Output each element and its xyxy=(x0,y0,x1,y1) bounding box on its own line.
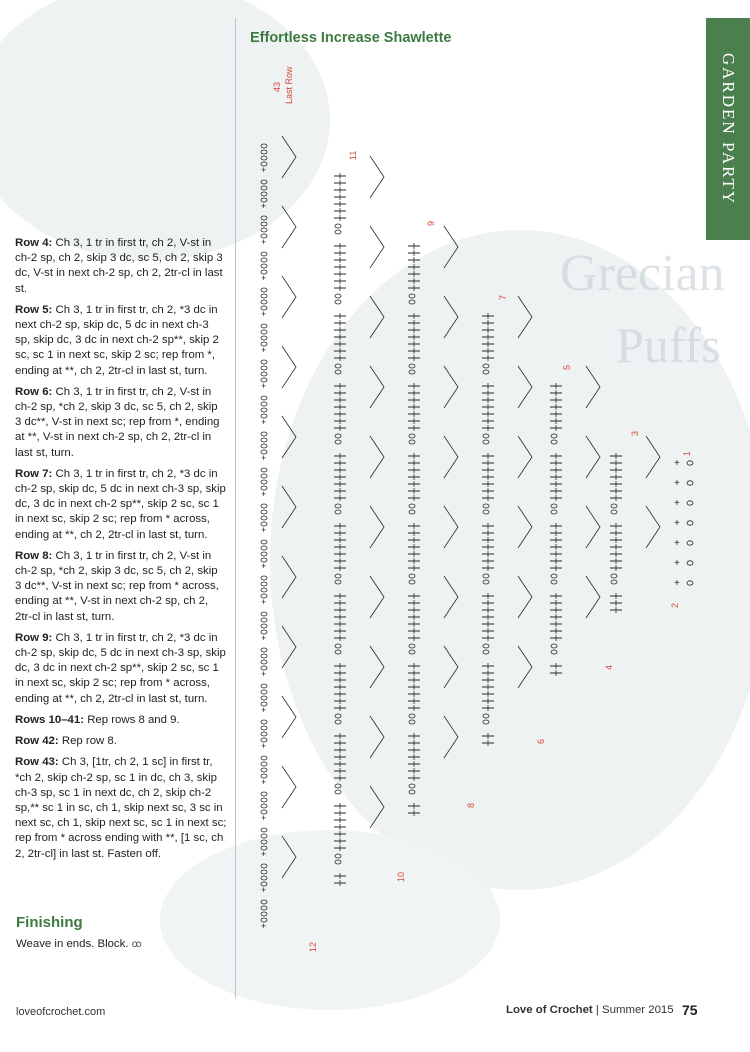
row-label-7: 7 xyxy=(498,294,508,300)
chain-stitch xyxy=(551,504,557,508)
chain-stitch xyxy=(611,510,617,514)
chain-stitch xyxy=(551,644,557,648)
v-stitch-mark xyxy=(370,576,384,618)
chain-stitch xyxy=(261,228,267,232)
column-divider xyxy=(235,18,236,998)
v-stitch-mark xyxy=(282,276,296,318)
v-stitch-mark xyxy=(518,506,532,548)
section-tab-label: GARDEN PARTY xyxy=(719,52,738,206)
chain-stitch xyxy=(261,804,267,808)
chain-stitch xyxy=(335,434,341,438)
stitch-mark: + xyxy=(261,381,267,391)
chain-stitch xyxy=(261,222,267,226)
v-stitch-mark xyxy=(444,576,458,618)
chain-stitch xyxy=(261,906,267,910)
chain-stitch xyxy=(335,574,341,578)
chain-stitch xyxy=(261,438,267,442)
v-stitch-mark xyxy=(370,436,384,478)
chain-stitch xyxy=(483,370,489,374)
chain-stitch xyxy=(335,440,341,444)
chain-stitch xyxy=(261,900,267,904)
pattern-row xyxy=(15,303,227,379)
stitch-mark: + xyxy=(261,705,267,715)
chain-stitch xyxy=(335,300,341,304)
row-text: Rep row 8. xyxy=(61,735,117,748)
pattern-row xyxy=(15,755,227,861)
stitch-mark: + xyxy=(674,458,680,469)
stitch-mark: + xyxy=(674,478,680,489)
v-stitch-mark xyxy=(370,226,384,268)
row-text: Ch 3, [1tr, ch 2, 1 sc] in first tr, *ch 2, skip ch-2 sp, sc 1 in dc, ch 3, skip ch-3 sp, sc 1 in next dc, ch 2, skip ch-2 sp,** sc 1 in sc, ch 1, skip next sc, 3 sc in next sc, ch 1, skip next sc, sc 1 in next sc; rep from * across ending with **, [1 sc, ch 2, 2tr-cl] in last st. Fasten off. xyxy=(15,756,227,860)
v-stitch-mark xyxy=(282,416,296,458)
chain-stitch xyxy=(261,150,267,154)
stitch-mark: + xyxy=(674,578,680,589)
chain-stitch xyxy=(261,324,267,328)
v-stitch-mark xyxy=(282,206,296,248)
row-label-11: 11 xyxy=(348,150,358,160)
chain-stitch xyxy=(261,330,267,334)
chain-stitch xyxy=(261,690,267,694)
chain-stitch xyxy=(335,230,341,234)
chain-stitch xyxy=(261,696,267,700)
v-stitch-mark xyxy=(586,576,600,618)
stitch-mark: + xyxy=(261,597,267,607)
stitch-mark: + xyxy=(261,669,267,679)
chain-stitch xyxy=(261,612,267,616)
finishing-text: Weave in ends. Block. xyxy=(16,938,129,950)
v-stitch-mark xyxy=(370,156,384,198)
row-label-12: 12 xyxy=(308,941,318,952)
footer-publication xyxy=(506,1004,674,1016)
chain-stitch xyxy=(261,864,267,868)
crochet-chart xyxy=(238,56,706,986)
page-number: 75 xyxy=(682,1002,698,1018)
chain-stitch xyxy=(261,402,267,406)
v-stitch-mark xyxy=(370,366,384,408)
chain-stitch xyxy=(335,720,341,724)
chain-stitch xyxy=(611,580,617,584)
chain-stitch xyxy=(409,650,415,654)
v-stitch-mark xyxy=(444,646,458,688)
stitch-mark: + xyxy=(261,489,267,499)
footer-separator: | xyxy=(595,1004,599,1016)
chain-stitch xyxy=(261,768,267,772)
finishing-heading: Finishing xyxy=(16,914,83,931)
chain-stitch xyxy=(551,650,557,654)
chain-stitch xyxy=(261,258,267,262)
chain-stitch xyxy=(261,840,267,844)
stitch-mark: + xyxy=(261,165,267,175)
chain-stitch xyxy=(551,580,557,584)
chain-stitch xyxy=(335,294,341,298)
row-label-9: 9 xyxy=(426,220,436,226)
v-stitch-mark xyxy=(282,766,296,808)
chain-stitch xyxy=(261,576,267,580)
row-label-4: 4 xyxy=(604,664,614,670)
v-stitch-mark xyxy=(518,646,532,688)
chain-stitch xyxy=(409,440,415,444)
chain-stitch xyxy=(261,216,267,220)
chain-stitch xyxy=(261,180,267,184)
chain-stitch xyxy=(261,288,267,292)
row-label: Row 6: xyxy=(15,385,53,398)
row-label-1: 1 xyxy=(682,450,692,456)
chain-stitch xyxy=(261,510,267,514)
pattern-row xyxy=(15,549,227,625)
chain-stitch xyxy=(261,648,267,652)
row-label-last-row: Last Row xyxy=(284,66,294,104)
chain-stitch xyxy=(261,516,267,520)
row-text: Ch 3, 1 tr in first tr, ch 2, V-st in ch-2 sp, ch 2, skip 3 dc, sc 5, ch 2, skip 3 dc, V-st in next ch-2 sp, ch 2, 2tr-cl in last st. xyxy=(15,237,223,295)
pattern-instructions xyxy=(15,236,227,868)
chain-stitch xyxy=(261,186,267,190)
v-stitch-mark xyxy=(282,486,296,528)
chain-stitch xyxy=(261,192,267,196)
row-label-2: 2 xyxy=(670,602,680,608)
chain-stitch xyxy=(409,580,415,584)
row-label: Row 5: xyxy=(15,303,53,316)
chain-stitch xyxy=(261,372,267,376)
chain-stitch xyxy=(261,552,267,556)
pattern-row xyxy=(15,467,227,543)
footer-website: loveofcrochet.com xyxy=(16,1006,106,1018)
v-stitch-mark xyxy=(586,366,600,408)
v-stitch-mark xyxy=(370,786,384,828)
chain-stitch xyxy=(335,370,341,374)
row-text: Rep rows 8 and 9. xyxy=(87,713,180,726)
chain-stitch xyxy=(335,854,341,858)
v-stitch-mark xyxy=(444,366,458,408)
chain-stitch xyxy=(409,574,415,578)
stitch-mark: + xyxy=(261,345,267,355)
chain-stitch xyxy=(261,876,267,880)
chain-stitch xyxy=(261,792,267,796)
chain-stitch xyxy=(261,684,267,688)
v-stitch-mark xyxy=(282,136,296,178)
chain-stitch xyxy=(409,300,415,304)
chain-stitch xyxy=(551,510,557,514)
chart-title: Effortless Increase Shawlette xyxy=(250,30,452,46)
row-label-6: 6 xyxy=(536,738,546,744)
v-stitch-mark xyxy=(444,716,458,758)
chain-stitch xyxy=(261,396,267,400)
v-stitch-mark xyxy=(282,626,296,668)
v-stitch-mark xyxy=(282,556,296,598)
chain-stitch xyxy=(261,834,267,838)
v-stitch-mark xyxy=(370,506,384,548)
chain-stitch xyxy=(335,224,341,228)
footer-issue: Summer 2015 xyxy=(602,1004,674,1016)
row-label: Rows 10–41: xyxy=(15,713,85,726)
chain-stitch xyxy=(409,504,415,508)
chain-stitch xyxy=(261,504,267,508)
chain-stitch xyxy=(335,650,341,654)
v-stitch-mark xyxy=(444,296,458,338)
row-text: Ch 3, 1 tr in first tr, ch 2, V-st in ch-2 sp, *ch 2, skip 3 dc, sc 5, ch 2, skip 3 dc**, V-st in next sc; rep from *, ending at **, V-st in next ch-2 sp, ch 2, 2tr-cl in last st, turn. xyxy=(15,385,220,459)
row-text: Ch 3, 1 tr in first tr, ch 2, *3 dc in ch-2 sp, skip dc, 5 dc in next ch-3 sp, skip dc, 3 dc in next ch-2 sp**, skip 2 sc, sc 1 in next sc, skip 2 sc; rep from * across, ending at **, ch 2, 2tr-cl in last st, turn. xyxy=(15,631,226,705)
chain-stitch xyxy=(261,588,267,592)
chain-stitch xyxy=(483,720,489,724)
chain-stitch xyxy=(551,440,557,444)
chain-stitch xyxy=(409,510,415,514)
chain-stitch xyxy=(261,720,267,724)
chain-stitch xyxy=(261,624,267,628)
pattern-row xyxy=(15,631,227,707)
stitch-mark: + xyxy=(261,237,267,247)
row-label: Row 8: xyxy=(15,549,53,562)
v-stitch-mark xyxy=(282,346,296,388)
chain-stitch xyxy=(483,574,489,578)
chain-stitch xyxy=(261,360,267,364)
chain-stitch xyxy=(261,756,267,760)
v-stitch-mark xyxy=(444,226,458,268)
chain-stitch xyxy=(409,370,415,374)
stitch-mark: + xyxy=(261,525,267,535)
v-stitch-mark xyxy=(518,296,532,338)
chain-stitch xyxy=(483,364,489,368)
finishing-paragraph xyxy=(16,938,142,950)
chain-stitch xyxy=(261,546,267,550)
v-stitch-mark xyxy=(646,506,660,548)
chain-stitch xyxy=(483,440,489,444)
stitch-mark: + xyxy=(261,453,267,463)
chain-stitch xyxy=(551,574,557,578)
v-stitch-mark xyxy=(518,436,532,478)
chain-stitch xyxy=(261,870,267,874)
v-stitch-mark xyxy=(518,576,532,618)
chain-stitch xyxy=(335,644,341,648)
row-text: Ch 3, 1 tr in first tr, ch 2, *3 dc in next ch-2 sp, skip dc, 5 dc in next ch-3 sp, skip dc, 3 dc in next ch-2 sp**, skip 2 sc, sc 1 in next sc, skip 2 sc; rep from *, ending at **, ch 2, 2tr-cl in last st, turn. xyxy=(15,303,219,377)
stitch-mark: + xyxy=(261,777,267,787)
row-label: Row 42: xyxy=(15,735,59,748)
row-label-10: 10 xyxy=(396,871,406,882)
v-stitch-mark xyxy=(646,436,660,478)
chain-stitch xyxy=(261,366,267,370)
stitch-mark: + xyxy=(261,849,267,859)
stitch-mark: + xyxy=(261,741,267,751)
chain-stitch xyxy=(261,726,267,730)
chain-stitch xyxy=(687,521,693,525)
stitch-mark: + xyxy=(674,498,680,509)
chain-stitch xyxy=(483,650,489,654)
chain-stitch xyxy=(409,364,415,368)
chain-stitch xyxy=(261,408,267,412)
stitch-mark: + xyxy=(674,558,680,569)
pattern-row xyxy=(15,713,227,728)
chain-stitch xyxy=(261,468,267,472)
chain-stitch xyxy=(687,461,693,465)
row-label: Row 7: xyxy=(15,467,53,480)
chain-stitch xyxy=(261,144,267,148)
stitch-mark: + xyxy=(261,273,267,283)
chain-stitch xyxy=(335,580,341,584)
stitch-mark: + xyxy=(261,417,267,427)
chain-stitch xyxy=(551,434,557,438)
v-stitch-mark xyxy=(444,506,458,548)
v-stitch-mark xyxy=(586,506,600,548)
chain-stitch xyxy=(483,644,489,648)
section-tab xyxy=(706,18,750,240)
v-stitch-mark xyxy=(370,646,384,688)
chain-stitch xyxy=(261,474,267,478)
chain-stitch xyxy=(483,580,489,584)
v-stitch-mark xyxy=(586,436,600,478)
chain-stitch xyxy=(687,581,693,585)
chain-stitch xyxy=(261,618,267,622)
stitch-mark: + xyxy=(674,538,680,549)
chain-stitch xyxy=(409,784,415,788)
v-stitch-mark xyxy=(518,366,532,408)
stitch-mark: + xyxy=(261,561,267,571)
chain-stitch xyxy=(611,504,617,508)
chain-stitch xyxy=(261,336,267,340)
chain-stitch xyxy=(483,714,489,718)
v-stitch-mark xyxy=(370,716,384,758)
footer-magazine: Love of Crochet xyxy=(506,1004,593,1016)
v-stitch-mark xyxy=(370,296,384,338)
chain-stitch xyxy=(335,784,341,788)
stitch-mark: + xyxy=(261,813,267,823)
row-label-8: 8 xyxy=(466,802,476,808)
stitch-mark: + xyxy=(261,201,267,211)
chain-stitch xyxy=(611,574,617,578)
chain-stitch xyxy=(261,480,267,484)
chain-stitch xyxy=(261,264,267,268)
v-stitch-mark xyxy=(282,836,296,878)
chain-stitch xyxy=(335,504,341,508)
chain-stitch xyxy=(687,481,693,485)
chain-stitch xyxy=(261,582,267,586)
row-label: Row 4: xyxy=(15,237,53,249)
chain-stitch xyxy=(335,714,341,718)
chain-stitch xyxy=(261,444,267,448)
chain-stitch xyxy=(687,561,693,565)
chain-stitch xyxy=(409,714,415,718)
pattern-row xyxy=(15,734,227,749)
row-label: Row 9: xyxy=(15,631,53,644)
chain-stitch xyxy=(261,798,267,802)
v-stitch-mark xyxy=(282,696,296,738)
stitch-mark: + xyxy=(674,518,680,529)
chain-stitch xyxy=(483,510,489,514)
row-label-43: 43 xyxy=(272,81,282,92)
pattern-row xyxy=(15,385,227,461)
chain-stitch xyxy=(687,541,693,545)
chain-stitch xyxy=(261,828,267,832)
chain-stitch xyxy=(335,860,341,864)
chain-stitch xyxy=(687,501,693,505)
row-text: Ch 3, 1 tr in first tr, ch 2, *3 dc in ch-2 sp, skip dc, 5 dc in next ch-3 sp, skip dc, 3 dc in next ch-2 sp**, skip 2 sc, sc 1 in next sc, skip 2 sc; rep from * across, ending at **, ch 2, 2tr-cl in last st, turn. xyxy=(15,467,226,541)
chain-stitch xyxy=(261,732,267,736)
chain-stitch xyxy=(483,434,489,438)
chain-stitch xyxy=(409,790,415,794)
chain-stitch xyxy=(483,504,489,508)
chain-stitch xyxy=(409,720,415,724)
stitch-mark: + xyxy=(261,885,267,895)
chain-stitch xyxy=(409,434,415,438)
pattern-row xyxy=(15,236,227,297)
chain-stitch xyxy=(261,654,267,658)
chain-stitch xyxy=(261,912,267,916)
chain-stitch xyxy=(335,510,341,514)
v-stitch-mark xyxy=(444,436,458,478)
background-title-line2: Puffs xyxy=(616,317,721,373)
chain-stitch xyxy=(261,762,267,766)
chain-stitch xyxy=(261,540,267,544)
chain-stitch xyxy=(261,252,267,256)
chain-stitch xyxy=(261,432,267,436)
row-label: Row 43: xyxy=(15,756,59,769)
chain-stitch xyxy=(409,294,415,298)
chain-stitch xyxy=(409,644,415,648)
chain-stitch xyxy=(261,300,267,304)
row-label-3: 3 xyxy=(630,430,640,436)
chain-stitch xyxy=(335,364,341,368)
chain-stitch xyxy=(261,660,267,664)
row-label-5: 5 xyxy=(562,364,572,370)
chain-stitch xyxy=(261,294,267,298)
background-title-line1: Grecian xyxy=(560,245,725,302)
chain-stitch xyxy=(335,790,341,794)
stitch-mark: + xyxy=(261,921,267,931)
end-mark-icon: ꝏ xyxy=(131,939,142,950)
row-text: Ch 3, 1 tr in first tr, ch 2, V-st in ch-2 sp, *ch 2, skip 3 dc, sc 5, ch 2, skip 3 dc**, V-st in next sc; rep from * across, ending at **, V-st in next ch-2 sp, ch 2, 2tr-cl in last st, turn. xyxy=(15,549,219,623)
stitch-mark: + xyxy=(261,633,267,643)
chain-stitch xyxy=(261,156,267,160)
stitch-mark: + xyxy=(261,309,267,319)
